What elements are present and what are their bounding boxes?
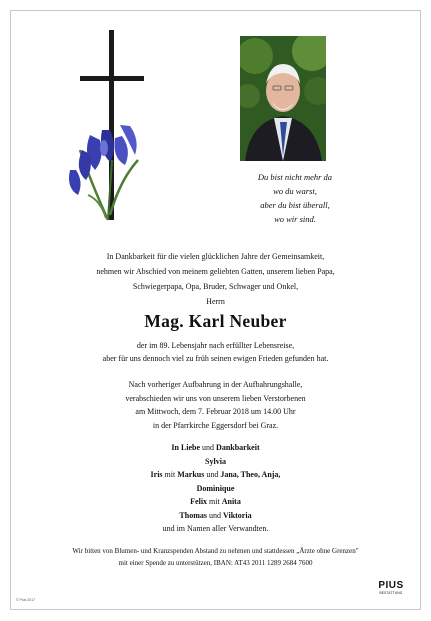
family-line: und im Namen aller Verwandten. bbox=[162, 524, 269, 533]
family-member: Viktoria bbox=[222, 510, 252, 520]
ceremony-line: in der Pfarrkirche Eggersdorf bei Graz. bbox=[152, 420, 279, 430]
quote-line: wo du warst, bbox=[273, 186, 317, 196]
family-member: Felix bbox=[190, 497, 208, 506]
cross-with-iris-image bbox=[60, 30, 170, 230]
donation-line: mit einer Spende zu unterstützen, IBAN: AT43 2011 1289 2684 7600 bbox=[118, 559, 313, 567]
logo-text: PIUS bbox=[378, 580, 404, 591]
family-line bbox=[20, 509, 411, 523]
donation-line: Wir bitten von Blumen- und Kranzspenden Abstand zu nehmen und stattdessen „Ärzte ohne Grenzen" bbox=[72, 547, 359, 555]
deceased-name: Mag. Karl Neuber bbox=[144, 311, 287, 331]
donation-note bbox=[20, 545, 411, 569]
family-heading-gratitude: Dankbarkeit bbox=[216, 443, 260, 452]
life-line: der im 89. Lebensjahr nach erfüllter Lebensreise, bbox=[136, 341, 295, 350]
quote-line: wo wir sind. bbox=[274, 214, 316, 224]
portrait-photo bbox=[240, 36, 326, 161]
quote-line: Du bist nicht mehr da bbox=[257, 172, 333, 182]
pius-logo bbox=[375, 580, 407, 600]
family-joiner: mit bbox=[162, 470, 178, 479]
ceremony-line: Nach vorheriger Aufbahrung in der Aufbahrungshalle, bbox=[128, 380, 303, 389]
family-joiner: und bbox=[206, 510, 223, 520]
family-member: Thomas bbox=[179, 510, 207, 520]
intro-line: Herrn bbox=[206, 297, 225, 306]
family-member: Anita bbox=[221, 497, 241, 506]
ceremony-text bbox=[20, 378, 411, 432]
family-line bbox=[20, 482, 411, 496]
ceremony-line: verabschieden wir uns von unserem lieben Verstorbenen bbox=[125, 393, 306, 403]
life-line: aber für uns dennoch viel zu früh seinen ewigen Frieden gefunden hat. bbox=[102, 354, 329, 363]
family-member: Iris bbox=[150, 470, 163, 479]
memorial-quote bbox=[240, 170, 350, 226]
family-heading-love: In Liebe bbox=[171, 443, 201, 452]
quote-line: aber du bist überall, bbox=[260, 200, 330, 210]
family-line bbox=[20, 468, 411, 482]
intro-line: In Dankbarkeit für die vielen glücklichen Jahre der Gemeinsamkeit, bbox=[106, 252, 325, 261]
family-signature bbox=[20, 441, 411, 536]
family-member: Jana, Theo, Anja, bbox=[220, 470, 281, 479]
family-heading bbox=[20, 441, 411, 455]
family-member: Markus bbox=[177, 470, 205, 479]
life-text bbox=[20, 339, 411, 365]
copyright-note: © Pius 2017 bbox=[16, 598, 36, 602]
family-joiner: und bbox=[204, 470, 221, 479]
ceremony-line: am Mittwoch, dem 7. Februar 2018 um 14.00 Uhr bbox=[135, 407, 296, 416]
intro-text bbox=[20, 249, 411, 309]
family-joiner: mit bbox=[207, 497, 222, 506]
logo-subtext: BESTATTUNG bbox=[379, 591, 403, 595]
intro-line: nehmen wir Abschied von meinem geliebten Gatten, unserem lieben Papa, bbox=[96, 267, 335, 276]
intro-line: Schwiegerpapa, Opa, Bruder, Schwager und Onkel, bbox=[132, 282, 299, 291]
family-member: Dominique bbox=[196, 483, 235, 493]
family-heading-and: und bbox=[200, 443, 217, 452]
family-line bbox=[20, 455, 411, 469]
family-line bbox=[20, 495, 411, 509]
family-member: Sylvia bbox=[205, 456, 226, 466]
